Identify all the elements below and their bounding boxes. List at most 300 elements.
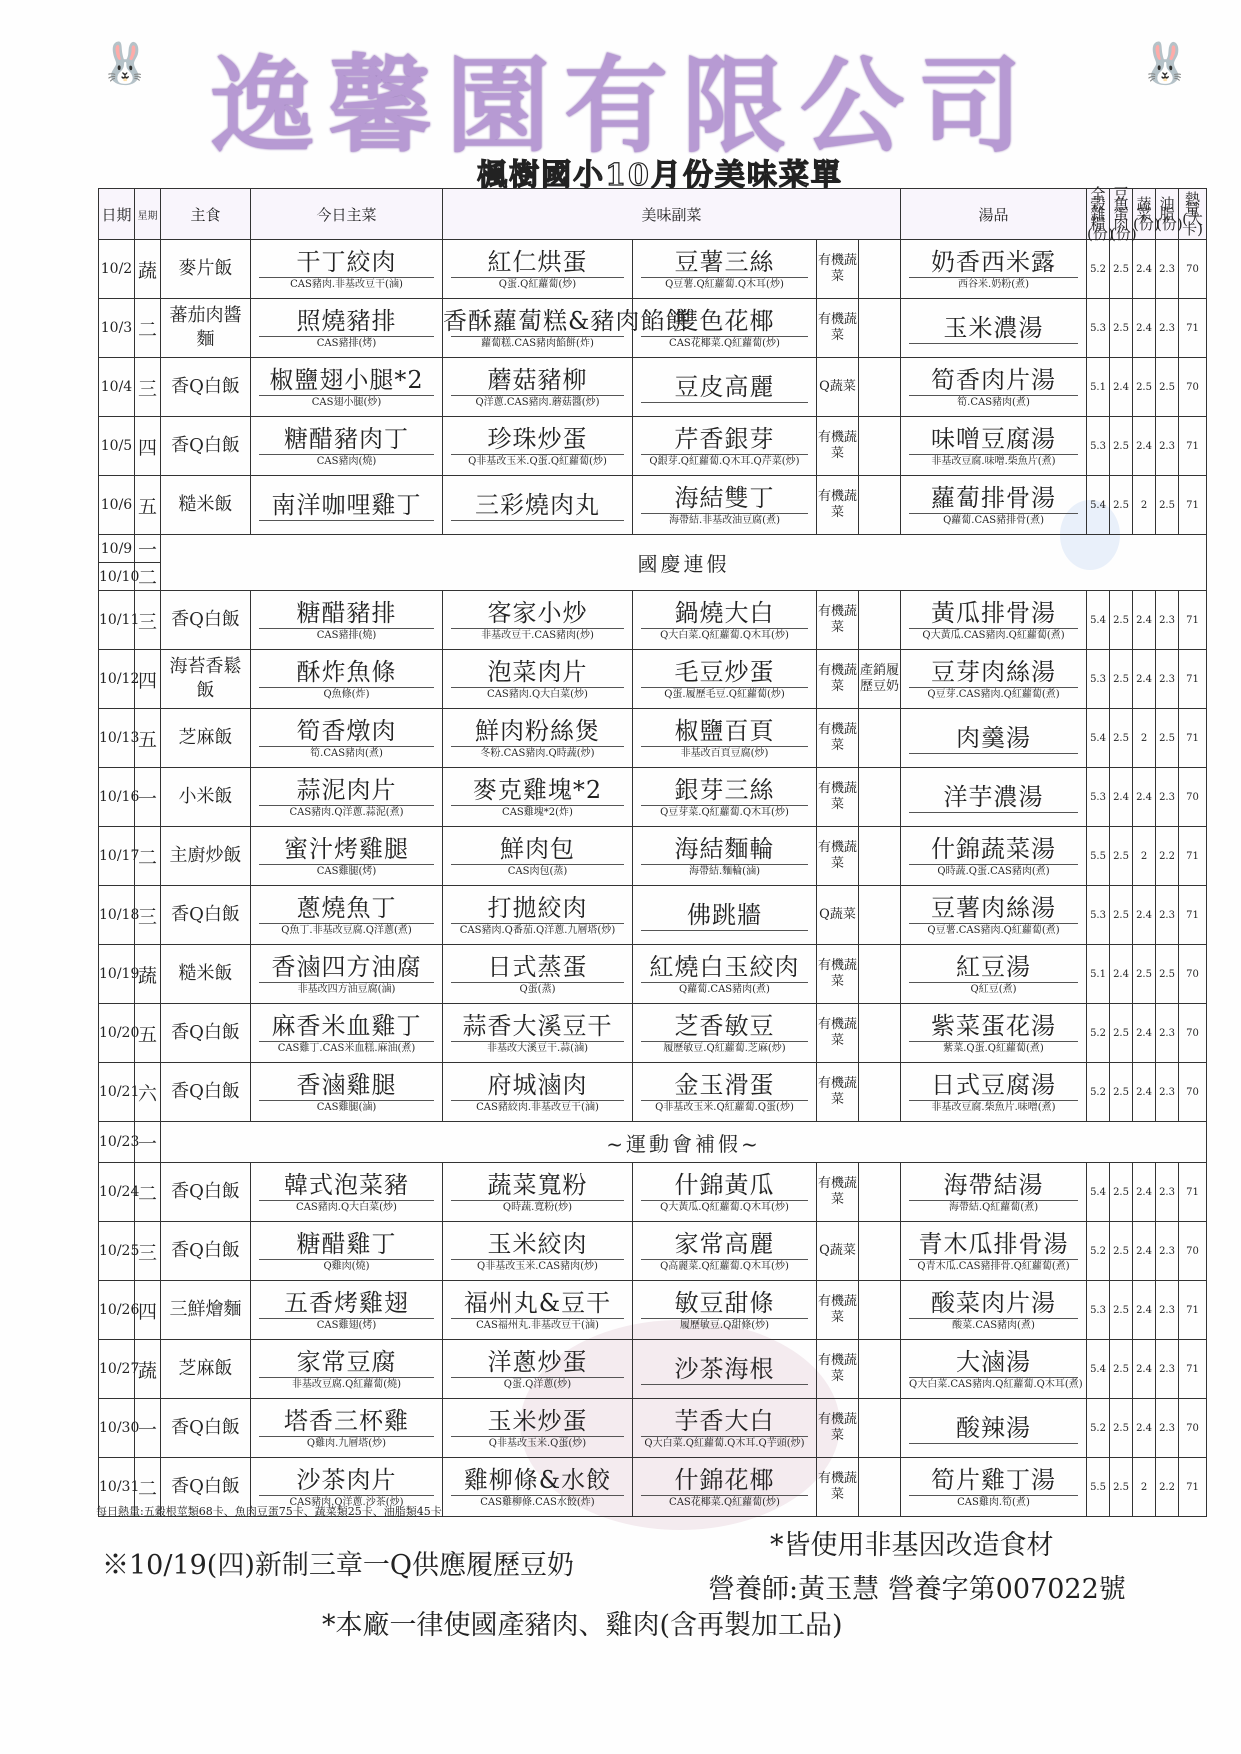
side-dish-1 <box>443 827 633 886</box>
soup-name: 大滷湯 <box>956 1347 1032 1376</box>
nutritionist-credit: 營養師:黃玉慧 營養字第007022號 <box>708 1574 1126 1605</box>
nutrition-value: 70 <box>1179 945 1207 1004</box>
nutrition-value: 2.3 <box>1156 591 1179 650</box>
soup-ingredients: Q蘿蔔.CAS豬排骨(煮) <box>909 513 1078 528</box>
nutrition-value: 70 <box>1179 358 1207 417</box>
soup <box>901 709 1087 768</box>
nutrition-value: 2.4 <box>1133 1063 1156 1122</box>
side-dish-1 <box>443 1163 633 1222</box>
soup-name: 蘿蔔排骨湯 <box>931 483 1057 512</box>
weekday-cell: 三 <box>135 591 161 650</box>
staple-cell: 香Q白飯 <box>161 886 251 945</box>
side-dish-2-ingredients: Q蘿蔔.CAS豬肉(煮) <box>641 982 808 997</box>
side-dish-1-name: 蘑菇豬柳 <box>487 365 588 394</box>
staple-cell: 芝麻飯 <box>161 1340 251 1399</box>
soup-name: 什錦蔬菜湯 <box>931 834 1057 863</box>
menu-row <box>99 1281 1207 1340</box>
weekday-cell: 五 <box>135 709 161 768</box>
side-dish-1 <box>443 709 633 768</box>
main-dish-name: 照燒豬排 <box>296 306 397 335</box>
side-dish-2-name: 什錦花椰 <box>674 1465 775 1494</box>
side-dish-1 <box>443 591 633 650</box>
side-dish-1-ingredients <box>451 520 624 521</box>
soup <box>901 591 1087 650</box>
col-calories: 熱量(大卡) <box>1179 189 1207 240</box>
soup-name: 玉米濃湯 <box>943 313 1044 342</box>
weekday-cell: 三 <box>135 886 161 945</box>
main-dish-ingredients: CAS雞翅(烤) <box>259 1318 434 1333</box>
main-dish-name: 韓式泡菜豬 <box>284 1170 409 1199</box>
side-dish-2-ingredients: Q高麗菜.Q紅蘿蔔.Q木耳(炒) <box>641 1259 808 1274</box>
staple-cell: 三鮮燴麵 <box>161 1281 251 1340</box>
main-dish-name: 香滷四方油腐 <box>271 952 422 981</box>
nutrition-value: 71 <box>1179 709 1207 768</box>
side-dish-1-name: 鮮肉包 <box>500 834 575 863</box>
nutrition-value: 2.3 <box>1156 650 1179 709</box>
nutrition-value: 2.4 <box>1133 650 1156 709</box>
table-header-row <box>99 189 1207 240</box>
extra-cell <box>859 1281 901 1340</box>
side-dish-2 <box>633 358 817 417</box>
nutrition-value: 2.4 <box>1133 886 1156 945</box>
main-dish-ingredients: 非基改豆腐.Q紅蘿蔔(燒) <box>259 1377 434 1392</box>
nutrition-value: 2 <box>1133 1458 1156 1517</box>
vegetable-cell: 有機蔬菜 <box>817 299 859 358</box>
holiday-row <box>99 1122 1207 1163</box>
nutrition-value: 2.3 <box>1156 417 1179 476</box>
staple-cell: 糙米飯 <box>161 476 251 535</box>
side-dish-2-name: 毛豆炒蛋 <box>674 657 775 686</box>
weekday-cell: 三 <box>135 358 161 417</box>
main-dish <box>251 417 443 476</box>
side-dish-2 <box>633 417 817 476</box>
weekday-cell: 六 <box>135 1063 161 1122</box>
side-dish-2-ingredients: 履歷敏豆.Q紅蘿蔔.芝麻(炒) <box>641 1041 808 1056</box>
main-dish <box>251 1222 443 1281</box>
weekday-cell: 四 <box>135 417 161 476</box>
nutrition-value: 2.3 <box>1156 886 1179 945</box>
main-dish-name: 椒鹽翅小腿*2 <box>269 365 424 394</box>
main-dish <box>251 240 443 299</box>
soup-name: 奶香西米露 <box>931 247 1057 276</box>
main-dish <box>251 650 443 709</box>
date-cell: 10/21 <box>99 1063 135 1122</box>
side-dish-1-ingredients: CAS豬肉.Q大白菜(炒) <box>451 687 624 702</box>
side-dish-1-name: 打拋絞肉 <box>487 893 588 922</box>
side-dish-2-ingredients <box>641 1384 808 1385</box>
side-dish-1-name: 三彩燒肉丸 <box>475 490 600 519</box>
nutrition-value: 5.1 <box>1087 358 1110 417</box>
side-dish-2 <box>633 591 817 650</box>
side-dish-1-name: 鮮肉粉絲煲 <box>475 716 600 745</box>
side-dish-1-ingredients: 冬粉.CAS豬肉.Q時蔬(炒) <box>451 746 624 761</box>
nutrition-value: 2.5 <box>1110 650 1133 709</box>
side-dish-2 <box>633 827 817 886</box>
nutrition-value: 2.4 <box>1133 1004 1156 1063</box>
nutrition-value: 2.3 <box>1156 299 1179 358</box>
side-dish-1-ingredients: 非基改大溪豆干.蒜(滷) <box>451 1041 624 1056</box>
nutrition-value: 2.5 <box>1156 945 1179 1004</box>
menu-row <box>99 591 1207 650</box>
menu-row <box>99 1399 1207 1458</box>
main-dish <box>251 476 443 535</box>
side-dish-1-ingredients: CAS肉包(蒸) <box>451 864 624 879</box>
side-dish-2 <box>633 1340 817 1399</box>
col-date: 日期 <box>99 189 135 240</box>
weekday-cell: 蔬 <box>135 240 161 299</box>
staple-cell: 香Q白飯 <box>161 1222 251 1281</box>
side-dish-2-ingredients: Q大黃瓜.Q紅蘿蔔.Q木耳(炒) <box>641 1200 808 1215</box>
staple-cell: 香Q白飯 <box>161 1063 251 1122</box>
side-dish-1 <box>443 1222 633 1281</box>
main-dish <box>251 945 443 1004</box>
menu-subtitle: 楓樹國小10月份美味菜單 <box>477 158 843 193</box>
side-dish-2-ingredients: 海帶結.非基改油豆腐(煮) <box>641 513 808 528</box>
main-dish <box>251 1340 443 1399</box>
soup-name: 紅豆湯 <box>956 952 1032 981</box>
main-dish-name: 南洋咖哩雞丁 <box>271 490 422 519</box>
side-dish-1-name: 珍珠炒蛋 <box>487 424 588 453</box>
soup-name: 紫菜蛋花湯 <box>931 1011 1057 1040</box>
extra-cell <box>859 299 901 358</box>
menu-row <box>99 1340 1207 1399</box>
nutrition-value: 71 <box>1179 591 1207 650</box>
main-dish-name: 沙茶肉片 <box>296 1465 397 1494</box>
main-dish-name: 筍香燉肉 <box>296 716 397 745</box>
soup-ingredients: 紫菜.Q蛋.Q紅蘿蔔(煮) <box>909 1041 1078 1056</box>
nutrition-value: 2.5 <box>1110 709 1133 768</box>
nutrition-value: 2.5 <box>1133 358 1156 417</box>
nutrition-value: 2.4 <box>1133 1399 1156 1458</box>
main-dish <box>251 1399 443 1458</box>
col-grains: 全榖雜糧(份) <box>1087 185 1114 243</box>
staple-cell: 海苔香鬆飯 <box>161 650 251 709</box>
soup-ingredients: 非基改豆腐.柴魚片.味噌(煮) <box>909 1100 1078 1115</box>
date-cell: 10/25 <box>99 1222 135 1281</box>
main-dish-name: 塔香三杯雞 <box>284 1406 409 1435</box>
nutrition-value: 5.5 <box>1087 1458 1110 1517</box>
menu-row <box>99 240 1207 299</box>
soup-ingredients: 西谷米.奶粉(煮) <box>909 277 1078 292</box>
side-dish-1-name: 玉米絞肉 <box>487 1229 588 1258</box>
side-dish-2-ingredients: CAS花椰菜.Q紅蘿蔔(炒) <box>641 336 808 351</box>
nutrition-value: 5.4 <box>1087 1340 1110 1399</box>
nutrition-value: 5.3 <box>1087 768 1110 827</box>
col-weekday: 星期 <box>135 189 161 240</box>
main-dish-ingredients: Q雞肉(燒) <box>259 1259 434 1274</box>
menu-row <box>99 1063 1207 1122</box>
nutrition-value: 71 <box>1179 299 1207 358</box>
weekday-cell: 二 <box>135 1458 161 1517</box>
date-cell: 10/24 <box>99 1163 135 1222</box>
staple-cell: 香Q白飯 <box>161 1399 251 1458</box>
nutrition-value: 2.3 <box>1156 1004 1179 1063</box>
vegetable-cell: 有機蔬菜 <box>817 650 859 709</box>
nutrition-value: 2.4 <box>1110 358 1133 417</box>
nutrition-value: 2.5 <box>1133 945 1156 1004</box>
main-dish-name: 干丁絞肉 <box>296 247 397 276</box>
side-dish-1-ingredients: Q非基改玉米.CAS豬肉(炒) <box>451 1259 624 1274</box>
date-cell: 10/26 <box>99 1281 135 1340</box>
side-dish-1-name: 蔬菜寬粉 <box>487 1170 588 1199</box>
nutrition-value: 70 <box>1179 1063 1207 1122</box>
side-dish-2-name: 雙色花椰 <box>674 306 775 335</box>
side-dish-2 <box>633 1004 817 1063</box>
extra-cell <box>859 1399 901 1458</box>
nutrition-value: 5.2 <box>1087 1399 1110 1458</box>
nutrition-value: 2.5 <box>1110 476 1133 535</box>
soup-ingredients: Q大黃瓜.CAS豬肉.Q紅蘿蔔(煮) <box>909 628 1078 643</box>
nutrition-value: 71 <box>1179 1458 1207 1517</box>
date-cell: 10/23 <box>99 1122 135 1163</box>
side-dish-2 <box>633 476 817 535</box>
main-dish-name: 蒜泥肉片 <box>296 775 397 804</box>
date-cell: 10/18 <box>99 886 135 945</box>
side-dish-1-name: 洋蔥炒蛋 <box>487 1347 588 1376</box>
date-cell: 10/20 <box>99 1004 135 1063</box>
soup <box>901 886 1087 945</box>
vegetable-cell: 有機蔬菜 <box>817 827 859 886</box>
side-dish-1-ingredients: CAS雞塊*2(炸) <box>451 805 624 820</box>
vegetable-cell: 有機蔬菜 <box>817 1399 859 1458</box>
extra-cell <box>859 417 901 476</box>
side-dish-2-name: 敏豆甜條 <box>674 1288 775 1317</box>
nutrition-value: 2.4 <box>1133 299 1156 358</box>
side-dish-1 <box>443 299 691 358</box>
soup-ingredients: Q大白菜.CAS豬肉.Q紅蘿蔔.Q木耳(煮) <box>909 1378 1083 1390</box>
vegetable-cell: 有機蔬菜 <box>817 591 859 650</box>
side-dish-1-ingredients: CAS雞柳條.CAS水餃(炸) <box>451 1495 624 1510</box>
soup <box>901 650 1087 709</box>
side-dish-2-name: 沙茶海根 <box>674 1354 775 1383</box>
soup-ingredients: Q時蔬.Q蛋.CAS豬肉(煮) <box>909 864 1078 879</box>
vegetable-cell: 有機蔬菜 <box>817 1063 859 1122</box>
side-dish-1-name: 客家小炒 <box>487 598 588 627</box>
side-dish-2-ingredients: CAS花椰菜.Q紅蘿蔔(炒) <box>641 1495 808 1510</box>
weekday-cell: 四 <box>135 1281 161 1340</box>
main-dish <box>251 299 443 358</box>
staple-cell: 香Q白飯 <box>161 1004 251 1063</box>
nutrition-value: 5.3 <box>1087 417 1110 476</box>
side-dish-1 <box>443 1281 633 1340</box>
soup <box>901 827 1087 886</box>
nutrition-value: 71 <box>1179 1340 1207 1399</box>
soup-name: 日式豆腐湯 <box>931 1070 1057 1099</box>
nutrition-value: 2.4 <box>1133 768 1156 827</box>
side-dish-1-ingredients: Q蛋.Q洋蔥(炒) <box>451 1377 624 1392</box>
side-dish-2-name: 芝香敏豆 <box>674 1011 775 1040</box>
main-dish <box>251 1163 443 1222</box>
soup-name: 酸菜肉片湯 <box>931 1288 1057 1317</box>
soy-milk-note: ※10/19(四)新制三章一Q供應履歷豆奶 <box>102 1550 575 1581</box>
vegetable-cell: 有機蔬菜 <box>817 1163 859 1222</box>
col-main: 今日主菜 <box>251 189 443 240</box>
main-dish-ingredients: Q魚丁.非基改豆腐.Q洋蔥(煮) <box>259 923 434 938</box>
extra-cell <box>859 476 901 535</box>
side-dish-1-ingredients: Q時蔬.寬粉(炒) <box>451 1200 624 1215</box>
extra-cell <box>859 768 901 827</box>
soup-ingredients: Q青木瓜.CAS豬排骨.Q紅蘿蔔(煮) <box>909 1259 1078 1274</box>
soup <box>901 417 1087 476</box>
weekday-cell: 三 <box>135 1222 161 1281</box>
soup-ingredients: 酸菜.CAS豬肉(煮) <box>909 1318 1078 1333</box>
nutrition-value: 2.3 <box>1156 1163 1179 1222</box>
side-dish-2 <box>633 886 817 945</box>
main-dish <box>251 358 443 417</box>
side-dish-1-ingredients: CAS福州丸.非基改豆干(滷) <box>451 1318 624 1333</box>
side-dish-2-name: 金玉滑蛋 <box>674 1070 775 1099</box>
side-dish-2-ingredients: Q非基改玉米.Q紅蘿蔔.Q蛋(炒) <box>641 1100 808 1115</box>
weekday-cell: 一 <box>135 1122 161 1163</box>
weekday-cell: 二 <box>135 563 161 591</box>
main-dish-name: 五香烤雞翅 <box>284 1288 409 1317</box>
main-dish-name: 糖醋豬排 <box>296 598 397 627</box>
side-dish-2-name: 紅燒白玉絞肉 <box>649 952 800 981</box>
main-dish-ingredients: CAS豬肉.Q大白菜(炒) <box>259 1200 434 1215</box>
nutrition-value: 70 <box>1179 1222 1207 1281</box>
side-dish-2 <box>633 709 817 768</box>
nutrition-value: 2 <box>1133 709 1156 768</box>
side-dish-1-name: 香酥蘿蔔糕&豬肉餡餅 <box>443 306 691 335</box>
date-cell: 10/3 <box>99 299 135 358</box>
soup-name: 肉羹湯 <box>956 723 1032 752</box>
soup-ingredients: CAS雞肉.筍(煮) <box>909 1495 1078 1510</box>
side-dish-1-name: 玉米炒蛋 <box>487 1406 588 1435</box>
extra-cell <box>859 945 901 1004</box>
col-protein: 豆魚蛋肉(份) <box>1110 185 1137 243</box>
side-dish-1-ingredients: Q蛋.Q紅蘿蔔(炒) <box>451 277 624 292</box>
soup <box>901 240 1087 299</box>
main-dish-ingredients: CAS豬肉.Q洋蔥.蒜泥(煮) <box>259 805 434 820</box>
side-dish-1-name: 蒜香大溪豆干 <box>462 1011 613 1040</box>
col-soup: 湯品 <box>901 189 1087 240</box>
nutrition-value: 2.5 <box>1110 1399 1133 1458</box>
soup-ingredients: Q豆芽.CAS豬肉.Q紅蘿蔔(煮) <box>909 687 1078 702</box>
side-dish-2-ingredients: 履歷敏豆.Q甜條(炒) <box>641 1318 808 1333</box>
side-dish-2 <box>633 1163 817 1222</box>
side-dish-2-name: 芋香大白 <box>674 1406 775 1435</box>
side-dish-1-name: 泡菜肉片 <box>487 657 588 686</box>
weekday-cell: 五 <box>135 1004 161 1063</box>
extra-cell <box>859 1004 901 1063</box>
main-dish-name: 麻香米血雞丁 <box>271 1011 422 1040</box>
main-dish-ingredients: CAS豬肉.Q洋蔥.沙茶(炒) <box>259 1495 434 1510</box>
side-dish-1 <box>443 1340 633 1399</box>
soup <box>901 476 1087 535</box>
side-dish-1 <box>443 650 633 709</box>
menu-row <box>99 1004 1207 1063</box>
date-cell: 10/2 <box>99 240 135 299</box>
main-dish <box>251 886 443 945</box>
weekday-cell: 一 <box>135 535 161 563</box>
nutrition-value: 5.3 <box>1087 1281 1110 1340</box>
extra-cell <box>859 240 901 299</box>
main-dish-ingredients: CAS雞腿(滷) <box>259 1100 434 1115</box>
main-dish-name: 家常豆腐 <box>296 1347 397 1376</box>
date-cell: 10/27 <box>99 1340 135 1399</box>
nutrition-value: 5.4 <box>1087 709 1110 768</box>
side-dish-2-name: 銀芽三絲 <box>674 775 775 804</box>
bunny-illustration-right: 🐰 <box>1140 41 1190 87</box>
nutrition-value: 5.2 <box>1087 1063 1110 1122</box>
nutrition-value: 2.4 <box>1110 945 1133 1004</box>
staple-cell: 香Q白飯 <box>161 358 251 417</box>
menu-row <box>99 650 1207 709</box>
extra-cell <box>859 591 901 650</box>
weekday-cell: 一 <box>135 1399 161 1458</box>
nutrition-value: 2.5 <box>1110 886 1133 945</box>
soup-name: 黃瓜排骨湯 <box>931 598 1057 627</box>
vegetable-cell: Q蔬菜 <box>817 358 859 417</box>
nutrition-value: 2.4 <box>1133 1281 1156 1340</box>
date-cell: 10/16 <box>99 768 135 827</box>
side-dish-2-name: 家常高麗 <box>674 1229 775 1258</box>
soup <box>901 1004 1087 1063</box>
side-dish-1-ingredients: Q非基改玉米.Q蛋(炒) <box>451 1436 624 1451</box>
nutrition-value: 2.5 <box>1110 827 1133 886</box>
nutrition-value: 2.5 <box>1110 1458 1133 1517</box>
nutrition-value: 5.3 <box>1087 650 1110 709</box>
nutrition-value: 2.4 <box>1133 591 1156 650</box>
date-cell: 10/9 <box>99 535 135 563</box>
side-dish-2 <box>633 240 817 299</box>
staple-cell: 香Q白飯 <box>161 591 251 650</box>
main-dish-name: 蜜汁烤雞腿 <box>284 834 409 863</box>
main-dish <box>251 827 443 886</box>
nutrition-value: 2.5 <box>1110 1163 1133 1222</box>
side-dish-2-name: 芹香銀芽 <box>674 424 775 453</box>
staple-cell: 蕃茄肉醬麵 <box>161 299 251 358</box>
nutrition-value: 70 <box>1179 240 1207 299</box>
nutrition-value: 2.4 <box>1133 1163 1156 1222</box>
soup-name: 海帶結湯 <box>943 1170 1044 1199</box>
col-staple: 主食 <box>161 189 251 240</box>
date-cell: 10/19 <box>99 945 135 1004</box>
col-oil: 油脂(份) <box>1156 189 1179 240</box>
nutrition-value: 71 <box>1179 476 1207 535</box>
menu-row <box>99 709 1207 768</box>
nutrition-value: 5.2 <box>1087 240 1110 299</box>
soup-ingredients <box>909 753 1078 754</box>
nutrition-value: 5.2 <box>1087 1004 1110 1063</box>
side-dish-1 <box>443 768 633 827</box>
nutrition-value: 2.5 <box>1110 591 1133 650</box>
vegetable-cell: 有機蔬菜 <box>817 768 859 827</box>
menu-row <box>99 299 1207 358</box>
side-dish-1-ingredients: CAS豬絞肉.非基改豆干(滷) <box>451 1100 624 1115</box>
vegetable-cell: 有機蔬菜 <box>817 476 859 535</box>
main-dish-ingredients <box>259 520 434 521</box>
nutrition-value: 2.5 <box>1110 299 1133 358</box>
vegetable-cell: 有機蔬菜 <box>817 1340 859 1399</box>
side-dish-2-ingredients: 非基改百頁豆腐(炒) <box>641 746 808 761</box>
nutrition-value: 2.5 <box>1110 240 1133 299</box>
nutrition-value: 2.2 <box>1156 827 1179 886</box>
nutrition-value: 2.4 <box>1133 240 1156 299</box>
nutrition-value: 2.4 <box>1133 417 1156 476</box>
main-dish-ingredients: Q魚條(炸) <box>259 687 434 702</box>
soup-ingredients: Q紅豆(煮) <box>909 982 1078 997</box>
soup-ingredients: 海帶結.Q紅蘿蔔(煮) <box>909 1200 1078 1215</box>
main-dish-ingredients: 筍.CAS豬肉(煮) <box>259 746 434 761</box>
soup <box>901 358 1087 417</box>
vegetable-cell: 有機蔬菜 <box>817 709 859 768</box>
nutrition-value: 2.5 <box>1156 709 1179 768</box>
nutrition-value: 2.5 <box>1110 1063 1133 1122</box>
nutrition-value: 2.4 <box>1133 1340 1156 1399</box>
side-dish-2 <box>633 945 817 1004</box>
date-cell: 10/6 <box>99 476 135 535</box>
